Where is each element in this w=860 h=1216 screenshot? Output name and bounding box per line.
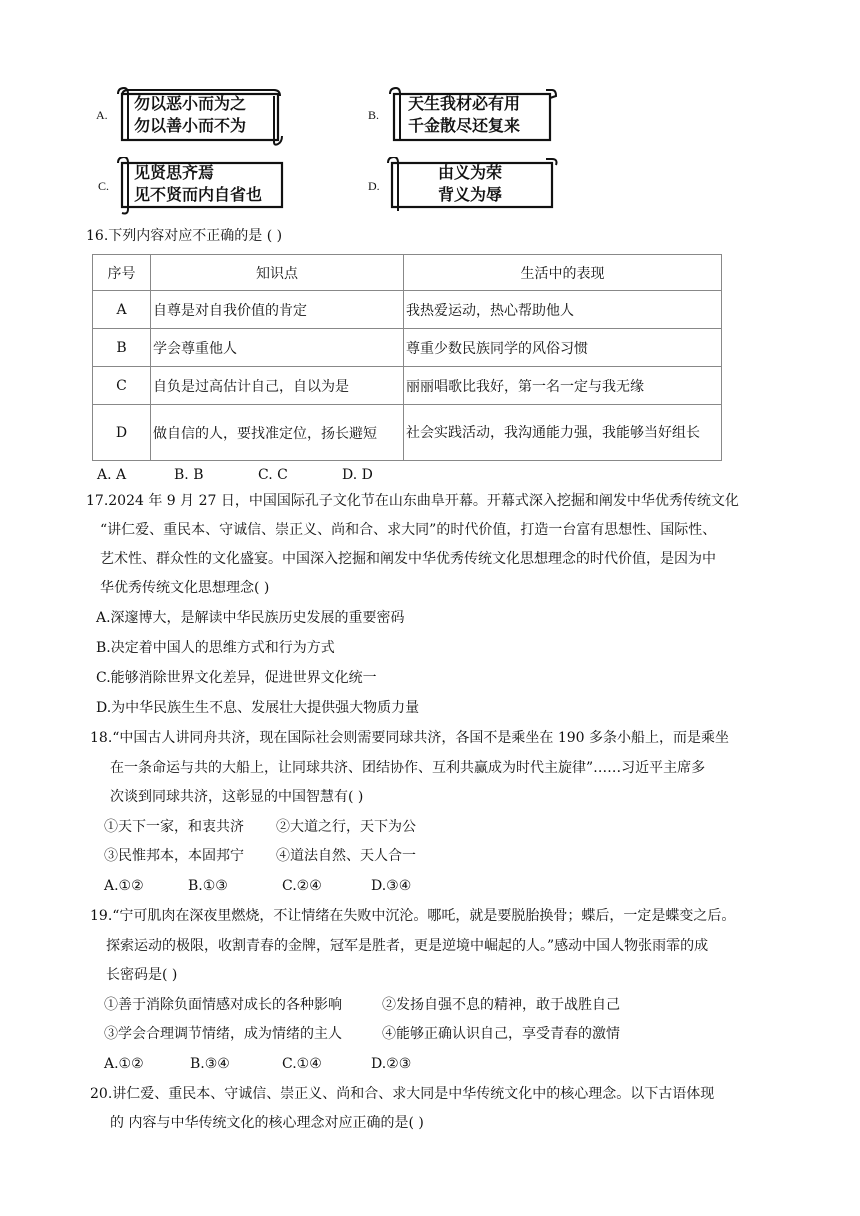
table-header-cell: 知识点	[151, 255, 404, 291]
table-row	[93, 367, 722, 405]
scroll-line-2: 见不贤而内自省也	[134, 185, 263, 204]
table-cell-id: C	[93, 367, 151, 405]
q19-item: ①善于消除负面情感对成长的各种影响	[104, 997, 342, 1013]
q16-table	[92, 254, 722, 461]
option-a[interactable]	[94, 86, 294, 146]
option-letter: B.	[368, 108, 380, 122]
q19-stem-line: 19.“宁可肌肉在深夜里燃烧，不让情绪在失败中沉沦。哪吒，就是要脱胎换骨；蝶后，一定是蝶变之后。	[90, 908, 736, 924]
option-d[interactable]	[368, 157, 568, 217]
table-cell-id: A	[93, 291, 151, 329]
table-cell-point: 自尊是对自我价值的肯定	[151, 291, 404, 329]
scroll-image	[114, 86, 284, 146]
table-cell-life: 社会实践活动，我沟通能力强，我能够当好组长	[404, 405, 722, 461]
q17-option-c[interactable]: C.能够消除世界文化差异，促进世界文化统一	[96, 670, 377, 686]
q18-choice-a[interactable]: A.①②	[104, 878, 144, 894]
table-cell-point: 做自信的人，要找准定位，扬长避短	[151, 405, 404, 461]
scroll-image	[114, 157, 286, 217]
q16-choice-c[interactable]: C. C	[258, 467, 288, 483]
q19-item: ④能够正确认识自己，享受青春的激情	[382, 1026, 620, 1042]
q19-choice-d[interactable]: D.②③	[371, 1056, 412, 1072]
q18-choice-b[interactable]: B.①③	[188, 878, 228, 894]
q18-stem-line: 次谈到同球共济，这彰显的中国智慧有( )	[110, 789, 364, 805]
scroll-line-1: 由义为荣	[438, 163, 503, 182]
scroll-line-2: 千金散尽还复来	[408, 116, 521, 135]
q17-option-a[interactable]: A.深邃博大，是解读中华民族历史发展的重要密码	[96, 610, 405, 626]
table-cell-life: 我热爱运动，热心帮助他人	[404, 291, 722, 329]
q19-item: ③学会合理调节情绪，成为情绪的主人	[104, 1026, 342, 1042]
q17-stem-line: “讲仁爱、重民本、守诚信、崇正义、尚和合、求大同”的时代价值，打造一台富有思想性、国际性、	[100, 522, 717, 538]
table-cell-point: 自负是过高估计自己，自以为是	[151, 367, 404, 405]
table-cell-id: D	[93, 405, 151, 461]
q18-stem-line: 在一条命运与共的大船上，让同球共济、团结协作、互利共赢成为时代主旋律”……习近平主席多	[110, 760, 706, 776]
table-cell-id: B	[93, 329, 151, 367]
q16-stem: 16.下列内容对应不正确的是 ( )	[86, 228, 283, 244]
q17-stem-line: 17.2024 年 9 月 27 日，中国国际孔子文化节在山东曲阜开幕。开幕式深入挖掘和阐发中华优秀传统文化	[86, 493, 739, 509]
q17-option-b[interactable]: B.决定着中国人的思维方式和行为方式	[96, 640, 335, 656]
table-cell-life: 丽丽唱歌比我好，第一名一定与我无缘	[404, 367, 722, 405]
q19-choice-a[interactable]: A.①②	[104, 1056, 144, 1072]
q18-choice-c[interactable]: C.②④	[282, 878, 322, 894]
option-letter: D.	[368, 179, 380, 193]
scroll-line-1: 勿以恶小而为之	[134, 94, 247, 113]
q18-choice-d[interactable]: D.③④	[371, 878, 412, 894]
table-row	[93, 329, 722, 367]
scroll-line-1: 见贤思齐焉	[134, 163, 215, 182]
q19-choice-b[interactable]: B.③④	[190, 1056, 230, 1072]
q18-stem-line: 18.“中国古人讲同舟共济，现在国际社会则需要同球共济，各国不是乘坐在 190 多条小船上，而是乘坐	[90, 730, 730, 746]
q17-stem-line: 艺术性、群众性的文化盛宴。中国深入挖掘和阐发中华优秀传统文化思想理念的时代价值，是因为中	[100, 551, 716, 567]
q17-stem-line: 华优秀传统文化思想理念( )	[100, 580, 270, 596]
scroll-line-2: 背义为辱	[438, 185, 503, 204]
q18-item: ①天下一家，和衷共济	[104, 819, 244, 835]
option-b[interactable]	[368, 86, 568, 146]
q18-item: ③民惟邦本，本固邦宁	[104, 848, 244, 864]
table-header-cell: 生活中的表现	[404, 255, 722, 291]
q20-stem-line: 20.讲仁爱、重民本、守诚信、崇正义、尚和合、求大同是中华传统文化中的核心理念。以下古语体现	[90, 1086, 715, 1102]
scroll-image	[386, 86, 558, 146]
scroll-line-2: 勿以善小而不为	[134, 116, 247, 135]
q18-item: ④道法自然、天人合一	[276, 848, 416, 864]
q19-item: ②发扬自强不息的精神，敢于战胜自己	[382, 997, 620, 1013]
scroll-line-1: 天生我材必有用	[408, 94, 521, 113]
q16-choice-d[interactable]: D. D	[342, 467, 373, 483]
q20-stem-line: 的 内容与中华传统文化的核心理念对应正确的是( )	[110, 1115, 424, 1131]
table-cell-life: 尊重少数民族同学的风俗习惯	[404, 329, 722, 367]
q19-choice-c[interactable]: C.①④	[282, 1056, 322, 1072]
option-letter: A.	[96, 108, 108, 122]
table-header-cell: 序号	[93, 255, 151, 291]
option-c[interactable]	[96, 157, 296, 217]
q16-choice-b[interactable]: B. B	[174, 467, 204, 483]
option-letter: C.	[98, 179, 110, 193]
q19-stem-line: 长密码是( )	[106, 967, 178, 983]
table-cell-point: 学会尊重他人	[151, 329, 404, 367]
table-header-row	[93, 255, 722, 291]
q16-choice-a[interactable]: A. A	[97, 467, 127, 483]
q18-item: ②大道之行，天下为公	[276, 819, 416, 835]
table-row	[93, 405, 722, 461]
table-row	[93, 291, 722, 329]
q17-option-d[interactable]: D.为中华民族生生不息、发展壮大提供强大物质力量	[96, 700, 420, 716]
q19-stem-line: 探索运动的极限，收割青春的金牌，冠军是胜者，更是逆境中崛起的人。”感动中国人物张雨霏的成	[106, 938, 709, 954]
scroll-image	[384, 157, 560, 217]
